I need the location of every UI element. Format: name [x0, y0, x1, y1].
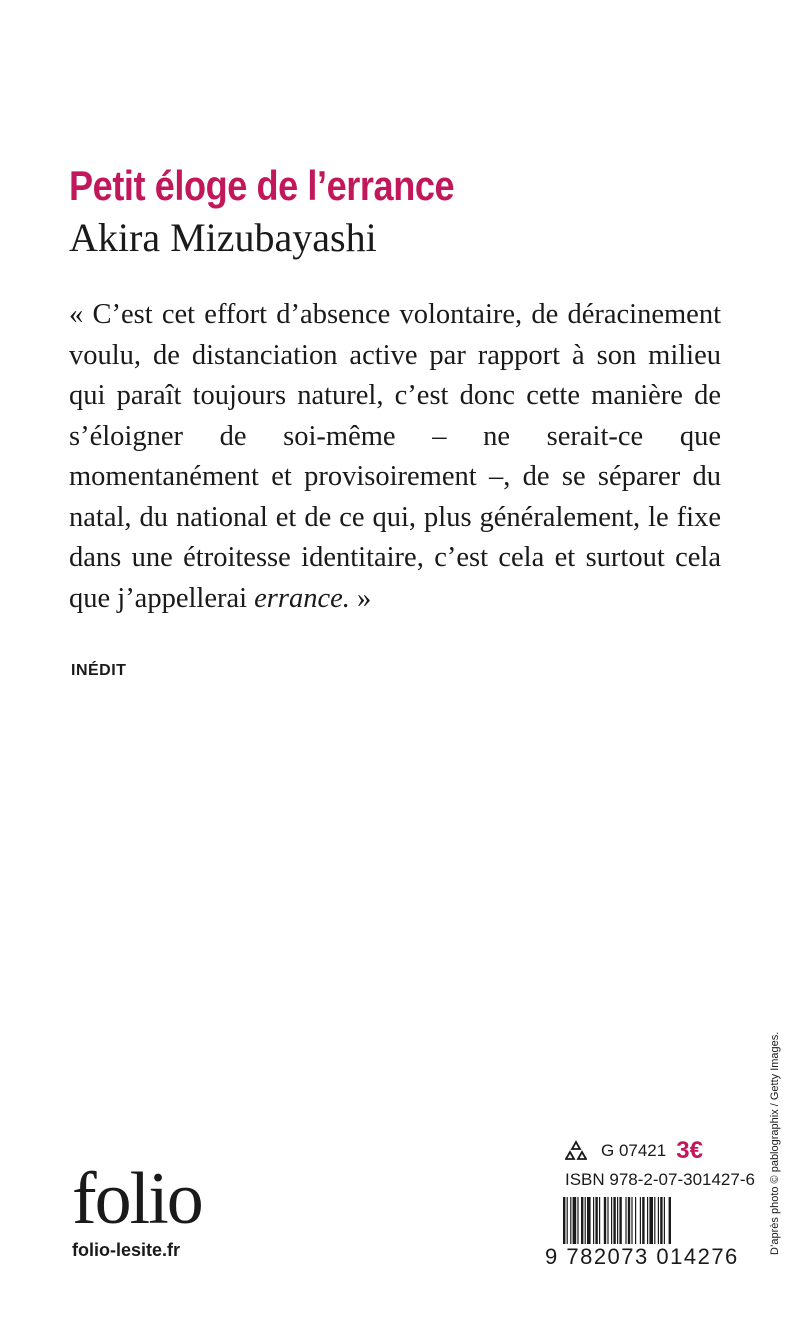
- product-code: G 07421: [601, 1141, 667, 1160]
- barcode: [563, 1197, 725, 1249]
- quote-closing: »: [349, 582, 372, 614]
- barcode-bar: [595, 1197, 597, 1249]
- barcode-bar: [658, 1197, 659, 1249]
- quote-text: « C’est cet effort d’absence volontaire, de déracinement voulu, de distanciation active par rapport à son milieu qui paraît toujours naturel, c’est donc cette manière de s’éloigner de soi-même – ne serait-ce que momentanément et provisoirement –, de se séparer du natal, du national et de ce qui, plus généralement, le fixe dans une étroitesse identitaire, c’est cela et surtout cela que j’appellerai: [69, 299, 721, 614]
- barcode-bar: [625, 1197, 626, 1249]
- back-cover-quote: [69, 295, 721, 619]
- barcode-bar: [611, 1197, 612, 1249]
- price: 3€: [676, 1137, 703, 1164]
- barcode-bar: [649, 1197, 653, 1249]
- barcode-bar: [631, 1197, 632, 1249]
- barcode-bar: [640, 1197, 641, 1249]
- barcode-bar: [660, 1197, 662, 1249]
- barcode-bar: [563, 1197, 565, 1249]
- book-title: Petit éloge de l’errance: [69, 162, 455, 209]
- barcode-bar: [635, 1197, 636, 1249]
- edition-label: INÉDIT: [71, 662, 127, 679]
- barcode-bar: [599, 1197, 600, 1249]
- isbn: ISBN 978-2-07-301427-6: [565, 1170, 755, 1189]
- publisher-website: folio-lesite.fr: [72, 1240, 181, 1260]
- barcode-bar: [654, 1197, 655, 1249]
- barcode-bar: [604, 1197, 606, 1249]
- barcode-bar: [581, 1197, 583, 1249]
- barcode-bar: [593, 1197, 594, 1249]
- barcode-bar: [647, 1197, 648, 1249]
- barcode-bar: [642, 1197, 644, 1249]
- folio-logo: folio: [72, 1158, 202, 1240]
- barcode-bar: [587, 1197, 591, 1249]
- barcode-bar: [628, 1197, 630, 1249]
- quote-italic-word: errance.: [254, 582, 350, 614]
- barcode-bar: [585, 1197, 586, 1249]
- barcode-digits: 9 782073 014276: [545, 1244, 739, 1269]
- barcode-bar: [619, 1197, 621, 1249]
- photo-credit: D’après photo © pablographix / Getty Images.: [769, 1031, 781, 1255]
- barcode-bar: [617, 1197, 618, 1249]
- price-row: [565, 1138, 703, 1164]
- barcode-bar: [570, 1197, 571, 1249]
- barcode-bar: [664, 1197, 665, 1249]
- barcode-bar: [607, 1197, 608, 1249]
- barcode-bar: [613, 1197, 615, 1249]
- author-name: Akira Mizubayashi: [69, 215, 377, 260]
- barcode-bar: [669, 1197, 671, 1249]
- barcode-bar: [573, 1197, 577, 1249]
- folio-triangle-mark-icon: [565, 1140, 587, 1162]
- barcode-bar: [567, 1197, 568, 1249]
- barcode-bar: [577, 1197, 578, 1249]
